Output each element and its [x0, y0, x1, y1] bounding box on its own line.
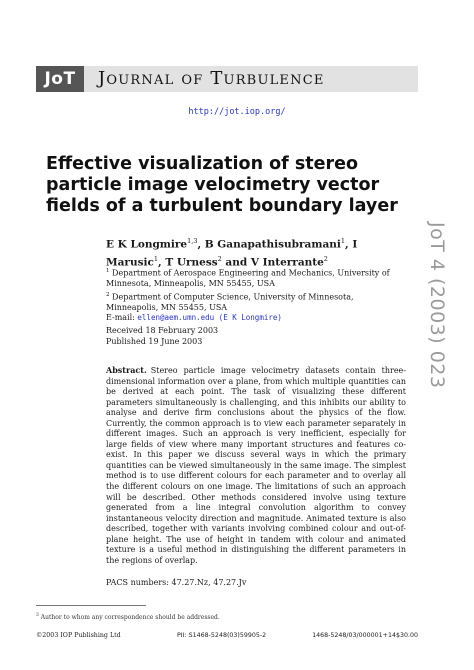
affiliation-text: Department of Computer Science, University of Minnesota, Minneapolis, MN 55455, USA [106, 292, 354, 312]
author-name: E K Longmire [106, 238, 188, 251]
pacs-numbers: PACS numbers: 47.27.Nz, 47.27.Jv [106, 578, 247, 587]
author-separator: , [158, 256, 166, 268]
author-affiliation-mark: 2 [323, 254, 328, 263]
author-separator: , [345, 238, 353, 251]
affiliation-item [106, 266, 406, 290]
email-label: E-mail: [106, 313, 135, 323]
affiliation-number: 2 [106, 291, 110, 298]
journal-reference-text: JoT 4 (2003) 023 [426, 222, 448, 389]
affiliations [106, 266, 406, 324]
journal-name: Journal of Turbulence [84, 66, 418, 92]
author-affiliation-mark: 1,3 [187, 237, 198, 245]
received-date: Received 18 February 2003 [106, 326, 219, 335]
journal-header [36, 66, 418, 92]
journal-url-link[interactable]: http://jot.iop.org/ [188, 107, 286, 117]
email-link[interactable]: ellen@aem.umn.edu (E K Longmire) [137, 313, 282, 323]
footnote [36, 612, 416, 622]
author-name: V Interrante [250, 256, 324, 268]
abstract-label: Abstract. [106, 365, 147, 375]
journal-logo: JoT [36, 66, 84, 92]
email-line [106, 313, 406, 324]
paper-title: Effective visualization of stereo particle image velocimetry vector fields of a turbulent boundary layer [46, 154, 398, 216]
author-affiliation-mark: 1 [153, 254, 159, 263]
affiliation-number: 1 [106, 268, 110, 274]
journal-reference-sidebar [424, 222, 450, 422]
author-name: B Ganapathisubramani [204, 238, 341, 251]
abstract [106, 365, 406, 566]
published-date: Published 19 June 2003 [106, 336, 203, 346]
author-separator: , [197, 238, 205, 251]
affiliation-text: Department of Aerospace Engineering and Mechanics, University of Minnesota, Minneapolis, MN 55455, USA [106, 268, 390, 289]
author-name: I Marusic [106, 238, 358, 268]
affiliation-item [106, 290, 406, 314]
page-footer [36, 631, 418, 641]
author-affiliation-mark: 2 [217, 254, 222, 263]
footnote-text: Author to whom any correspondence should be addressed. [40, 614, 220, 621]
footnote-divider [36, 605, 146, 606]
pii-code: PII: S1468-5248(03)59905-2 [177, 632, 267, 639]
author-affiliation-mark: 1 [340, 237, 346, 245]
footnote-number: 3 [36, 613, 39, 618]
author-separator: and [221, 256, 251, 268]
copyright-notice: ©2003 IOP Publishing Ltd [36, 632, 121, 639]
author-list [106, 234, 406, 269]
abstract-text: Stereo particle image velocimetry datasets contain three-dimensional information over a plane, from which multiple quantities can be derived at each point. The task of visualizing these different parameters simultaneously is challenging, and this inhibits our ability to analyse and derive firm conclusions about the physics of the flow. Currently, the common approach is to view each parameter separately in different images. Such an approach is very inefficient, especially for large fields of view where many important structures and features co-exist. In this paper we discuss several ways in which the primary quantities can be viewed simultaneously in the same image. The simplest method is to use different colours for each parameter and to overlay all the different colours on one image. The limitations of such an approach will be described. Other methods considered involve using texture generated from a line integral convolution algorithm to convey instantaneous velocity direction and magnitude. Animated texture is also described, together with variants involving combined colour and out-of-plane height. The use of height in tandem with colour and animated texture is a useful method in distinguishing the different parameters in the regions of overlap. [106, 366, 406, 565]
publication-dates [106, 326, 406, 347]
article-code: 1468-5248/03/000001+14$30.00 [312, 632, 418, 639]
author-name: T Urness [165, 256, 218, 268]
